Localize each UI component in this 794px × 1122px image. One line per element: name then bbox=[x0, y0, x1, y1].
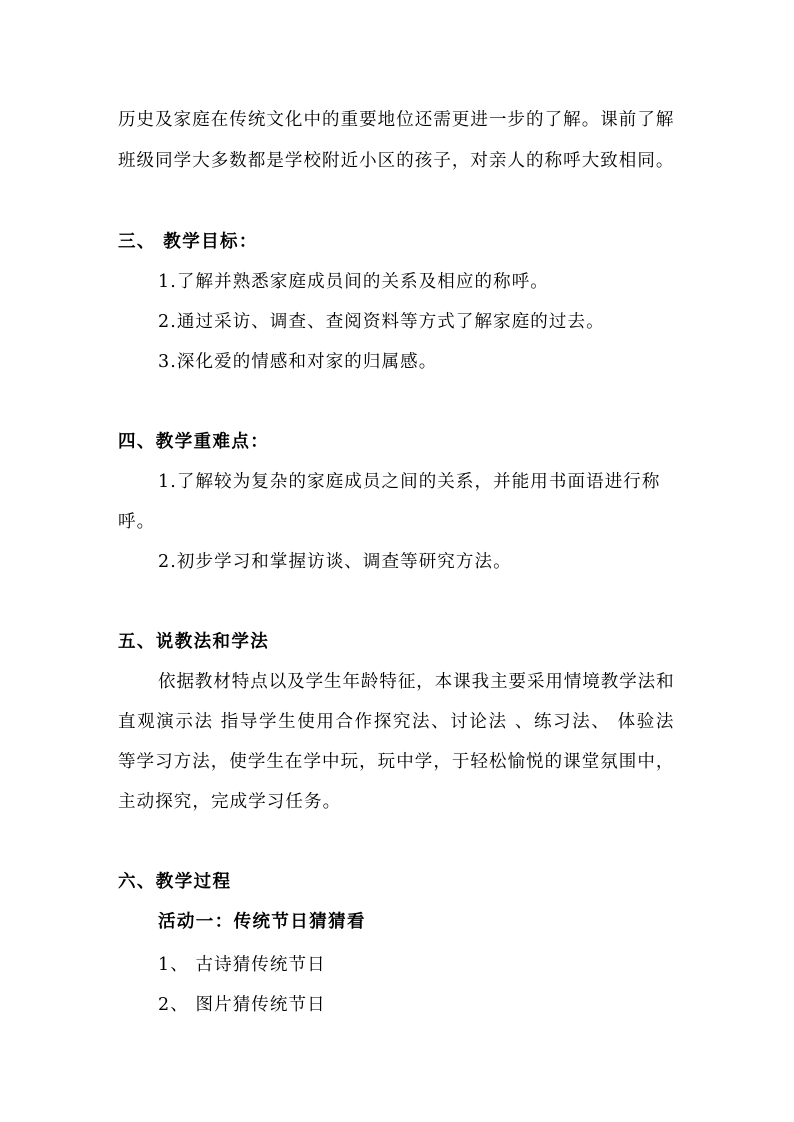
section-3-item-1: 1.了解并熟悉家庭成员间的关系及相应的称呼。 bbox=[158, 272, 549, 292]
intro-line-2: 班级同学大多数都是学校附近小区的孩子，对亲人的称呼大致相同。 bbox=[118, 151, 674, 171]
intro-line-1: 历史及家庭在传统文化中的重要地位还需更进一步的了解。课前了解 bbox=[118, 110, 674, 130]
section-6-item-1: 1、 古诗猜传统节日 bbox=[158, 955, 326, 975]
section-5-line-4: 主动探究，完成学习任务。 bbox=[118, 792, 342, 812]
section-4-item-1-line-1: 1.了解较为复杂的家庭成员之间的关系，并能用书面语进行称 bbox=[158, 472, 661, 492]
section-6-item-2: 2、 图片猜传统节日 bbox=[158, 995, 326, 1015]
section-3-item-3: 3.深化爱的情感和对家的归属感。 bbox=[158, 352, 438, 372]
section-5-line-1: 依据教材特点以及学生年龄特征，本课我主要采用情境教学法和 bbox=[158, 672, 674, 692]
section-5-heading: 五、说教法和学法 bbox=[118, 632, 270, 652]
activity-1-title: 活动一：传统节日猜猜看 bbox=[158, 912, 366, 932]
section-4-item-2: 2.初步学习和掌握访谈、调查等研究方法。 bbox=[158, 552, 512, 572]
section-3-item-2: 2.通过采访、调查、查阅资料等方式了解家庭的过去。 bbox=[158, 312, 605, 332]
section-4-heading: 四、教学重难点： bbox=[118, 432, 270, 452]
section-5-line-3: 等学习方法，使学生在学中玩，玩中学，于轻松愉悦的课堂氛围中， bbox=[118, 752, 674, 772]
section-3-heading: 三、 教学目标： bbox=[118, 232, 258, 252]
section-5-line-2: 直观演示法 指导学生使用合作探究法、讨论法 、练习法、 体验法 bbox=[118, 712, 674, 732]
section-6-heading: 六、教学过程 bbox=[118, 872, 232, 892]
section-4-item-1-line-2: 呼。 bbox=[118, 512, 156, 532]
